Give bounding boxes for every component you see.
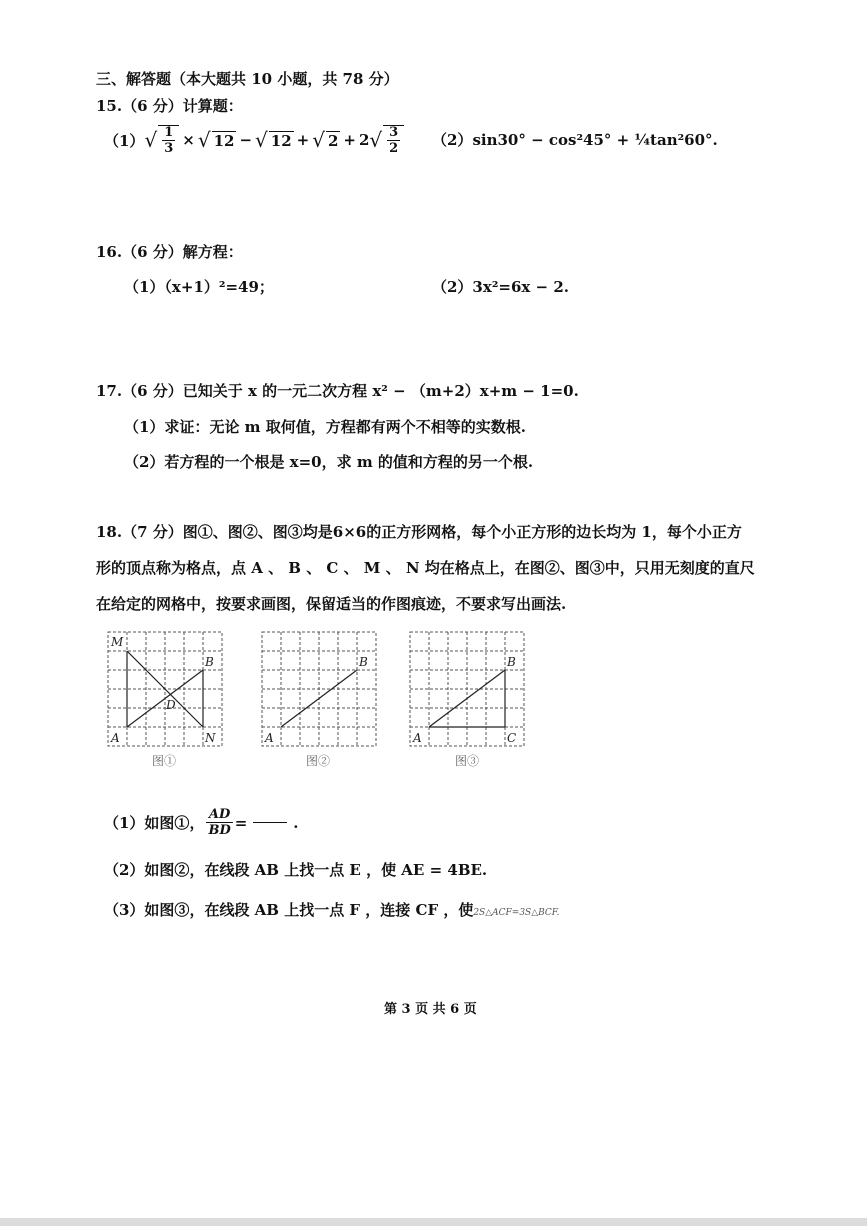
- q15-part2: [432, 129, 718, 150]
- figure-1-grid: [104, 628, 226, 750]
- q16-part1: （1）（x+1）²=49；: [124, 278, 274, 296]
- q15-part2-expr: sin30° − cos²45° + ¼tan²60°.: [472, 131, 718, 149]
- fig1-label-d: D: [166, 698, 176, 712]
- figure-3-caption: 图③: [455, 754, 480, 768]
- q17-part1: （1）求证：无论 m 取何值，方程都有两个不相等的实数根.: [124, 418, 526, 436]
- q18-line3: 在给定的网格中，按要求画图，保留适当的作图痕迹，不要求写出画法.: [96, 595, 567, 613]
- q18-line2: 形的顶点称为格点，点 A 、 B 、 C 、 M 、 N 均在格点上，在图②、图③中，只用无刻度的直尺: [96, 559, 755, 577]
- q18-part3-condition: 2S△ACF=3S△BCF.: [473, 908, 560, 918]
- fig1-label-m: M: [111, 635, 124, 649]
- q18-part3: （3）如图③，在线段 AB 上找一点 F ，连接 CF ，使2S△ACF=3S△BCF.: [104, 901, 560, 919]
- q16-header: 16.（6 分）解方程：: [96, 243, 243, 261]
- bottom-strip: [0, 1218, 867, 1226]
- figure-2-caption: 图②: [306, 754, 331, 768]
- fig1-label-a: A: [111, 731, 120, 745]
- figure-1-caption: 图①: [152, 754, 177, 768]
- q18-part1: （1）如图①， $\frac{AD}{BD}$ = .: [104, 807, 299, 838]
- q15-header: 15.（6 分）计算题：: [96, 97, 243, 115]
- q18-part2: （2）如图②，在线段 AB 上找一点 E ，使 AE = 4BE.: [104, 861, 488, 879]
- q15-part2-label: （2）: [432, 131, 473, 149]
- page-footer: 第 3 页 共 6 页: [384, 1002, 477, 1017]
- q15-part1: （1） √ $\frac{1}{3}$ × √ 12 − √ 12 + √ 2 + 2 √ $\frac{3}{2}$: [104, 118, 404, 162]
- q16-part2: （2）3x²=6x − 2.: [432, 278, 570, 296]
- figure-3-grid: [406, 628, 528, 750]
- fig3-label-a: A: [413, 731, 422, 745]
- fig1-label-n: N: [205, 731, 216, 745]
- figure-2-grid: [258, 628, 380, 750]
- fig3-label-c: C: [507, 731, 517, 745]
- q18-part1-equals: =: [234, 813, 248, 832]
- section-heading: 三、解答题（本大题共 10 小题，共 78 分）: [96, 70, 399, 88]
- q17-header: 17.（6 分）已知关于 x 的一元二次方程 x² − （m+2）x+m − 1=0.: [96, 382, 579, 400]
- q18-ratio: $\frac{AD}{BD}$: [208, 807, 231, 838]
- q18-part1-label: （1）如图①，: [104, 814, 205, 832]
- fig3-label-b: B: [507, 655, 516, 669]
- answer-blank: [253, 822, 287, 823]
- q15-part1-label: （1）: [104, 131, 145, 150]
- q17-part2: （2）若方程的一个根是 x=0，求 m 的值和方程的另一个根.: [124, 453, 534, 471]
- fig2-label-b: B: [359, 655, 368, 669]
- fig1-label-b: B: [205, 655, 214, 669]
- fig2-label-a: A: [265, 731, 274, 745]
- q18-line1: 18.（7 分）图①、图②、图③均是6×6的正方形网格，每个小正方形的边长均为 1，每个小正方: [96, 523, 742, 541]
